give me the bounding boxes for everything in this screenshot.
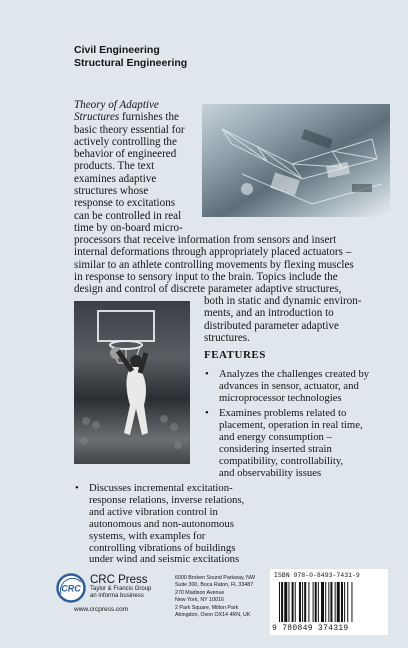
isbn-text: ISBN 978-0-8493-7431-9 — [274, 572, 360, 579]
category-line-2: Structural Engineering — [74, 57, 188, 69]
bullet-line: and active vibration control in — [89, 505, 218, 518]
bullet-line: considering inserted strain — [219, 442, 332, 455]
description-wide — [74, 234, 354, 295]
barcode-bar — [325, 582, 326, 622]
bullet-line: Discusses incremental excitation- — [89, 482, 233, 494]
barcode-bar — [284, 582, 287, 622]
address-line: 6000 Broken Sound Parkway, NW — [175, 575, 255, 581]
barcode-bar — [279, 582, 280, 622]
bullet-line: autonomous and non-autonomous — [89, 517, 234, 530]
barcode-bar — [302, 582, 303, 622]
bullet-line: placement, operation in real time, — [219, 418, 363, 431]
logo-text: CRC — [61, 583, 81, 594]
barcode-number: 9 780849 374319 — [272, 624, 349, 633]
desc-line: response to excitations — [74, 197, 176, 210]
address-line: 270 Madison Avenue — [175, 590, 225, 597]
bullet-dot-icon: • — [205, 407, 209, 419]
features-heading: FEATURES — [204, 349, 266, 361]
barcode-bar — [337, 582, 340, 622]
desc-line: structures whose — [74, 185, 149, 198]
desc-line: actively controlling the — [74, 135, 177, 148]
bullet-line: Analyzes the challenges created by — [219, 368, 370, 380]
desc-line: behavior of engineered — [74, 148, 177, 161]
barcode-bar — [335, 582, 336, 622]
publisher-url[interactable]: www.crcpress.com — [74, 606, 129, 613]
bullet-line: microprocessor technologies — [219, 391, 342, 404]
barcode-bar — [295, 582, 296, 622]
desc-line: design and control of discrete parameter adaptive structures, — [74, 283, 342, 296]
bullet-line: and observability issues — [219, 466, 322, 479]
barcode-bar — [330, 582, 332, 622]
desc-line: basic theory essential for — [74, 123, 185, 136]
desc-text: furnishes the — [119, 111, 179, 124]
bullet-dot-icon: • — [205, 368, 209, 380]
barcode-bar — [351, 582, 352, 622]
barcode-bar — [299, 582, 301, 622]
crc-logo-icon — [56, 573, 86, 603]
publisher-tagline-1: Taylor & Francis Group — [90, 586, 152, 592]
publisher-name: CRC Press — [90, 574, 148, 586]
barcode-bar — [292, 582, 294, 622]
desc-line: products. The text — [74, 160, 155, 173]
desc-line: examines adaptive — [74, 172, 157, 185]
desc-line: time by on-board micro- — [74, 221, 183, 234]
address-line: New York, NY 10016 — [175, 596, 224, 603]
desc-line: structures. — [204, 331, 250, 344]
barcode-bar — [281, 582, 283, 622]
publisher-block — [90, 574, 151, 600]
desc-line: ments, and an introduction to — [204, 307, 334, 320]
desc-line: both in static and dynamic environ- — [204, 295, 362, 307]
bullet-line: Examines problems related to — [219, 407, 347, 419]
barcode-bar — [304, 582, 306, 622]
barcode-bar — [288, 582, 289, 622]
feature-bullet-2 — [205, 407, 363, 479]
barcode-bar — [328, 582, 329, 622]
desc-line: internal deformations through appropriately placed actuators – — [74, 246, 352, 259]
book-title-italic: Theory of Adaptive — [74, 99, 159, 111]
athlete-photo — [74, 301, 190, 464]
isbn-barcode — [270, 569, 388, 635]
bullet-line: and energy consumption – — [219, 430, 332, 443]
barcode-bar — [315, 582, 317, 622]
desc-line: can be controlled in real — [74, 209, 182, 222]
barcode-bar — [313, 582, 314, 622]
desc-line: processors that receive information from sensors and insert — [74, 234, 337, 246]
desc-line: in response to sensory input to the brain. Topics include the — [74, 270, 338, 283]
barcode-bar — [318, 582, 319, 622]
barcode-bar — [341, 582, 343, 622]
feature-bullet-3 — [75, 482, 245, 566]
publisher-addresses — [175, 575, 255, 619]
barcode-bars — [279, 582, 379, 622]
barcode-bar — [344, 582, 345, 622]
barcode-bar — [321, 582, 324, 622]
truss-illustration — [202, 104, 390, 217]
barcode-bar — [308, 582, 309, 622]
address-line: 2 Park Square, Milton Park — [175, 605, 239, 612]
basketball-illustration — [74, 301, 190, 464]
address-line: Abingdon, Oxon OX14 4RN, UK — [175, 611, 251, 618]
bullet-line: compatibility, controllability, — [219, 454, 344, 467]
bullet-dot-icon: • — [75, 482, 79, 494]
desc-line: similar to an athlete controlling movements by flexing muscles — [74, 258, 354, 271]
bullet-line: controlling vibrations of buildings — [89, 541, 236, 554]
desc-line: distributed parameter adaptive — [204, 319, 339, 332]
barcode-bar — [347, 582, 348, 622]
bullet-line: under wind and seismic excitations — [89, 553, 240, 566]
adaptive-structure-photo — [202, 104, 390, 217]
category-line-1: Civil Engineering — [74, 44, 160, 56]
address-line: Suite 300, Boca Raton, FL 33487 — [175, 581, 254, 588]
bullet-line: systems, with examples for — [89, 529, 206, 542]
subject-category — [74, 44, 187, 70]
publisher-tagline-2: an informa business — [90, 593, 144, 599]
bullet-line: response relations, inverse relations, — [89, 493, 245, 506]
description-narrow — [74, 99, 185, 234]
book-title-italic-2: Structures — [74, 111, 120, 124]
feature-bullet-1 — [205, 368, 370, 405]
description-right — [204, 295, 361, 344]
bullet-line: advances in sensor, actuator, and — [219, 379, 359, 392]
